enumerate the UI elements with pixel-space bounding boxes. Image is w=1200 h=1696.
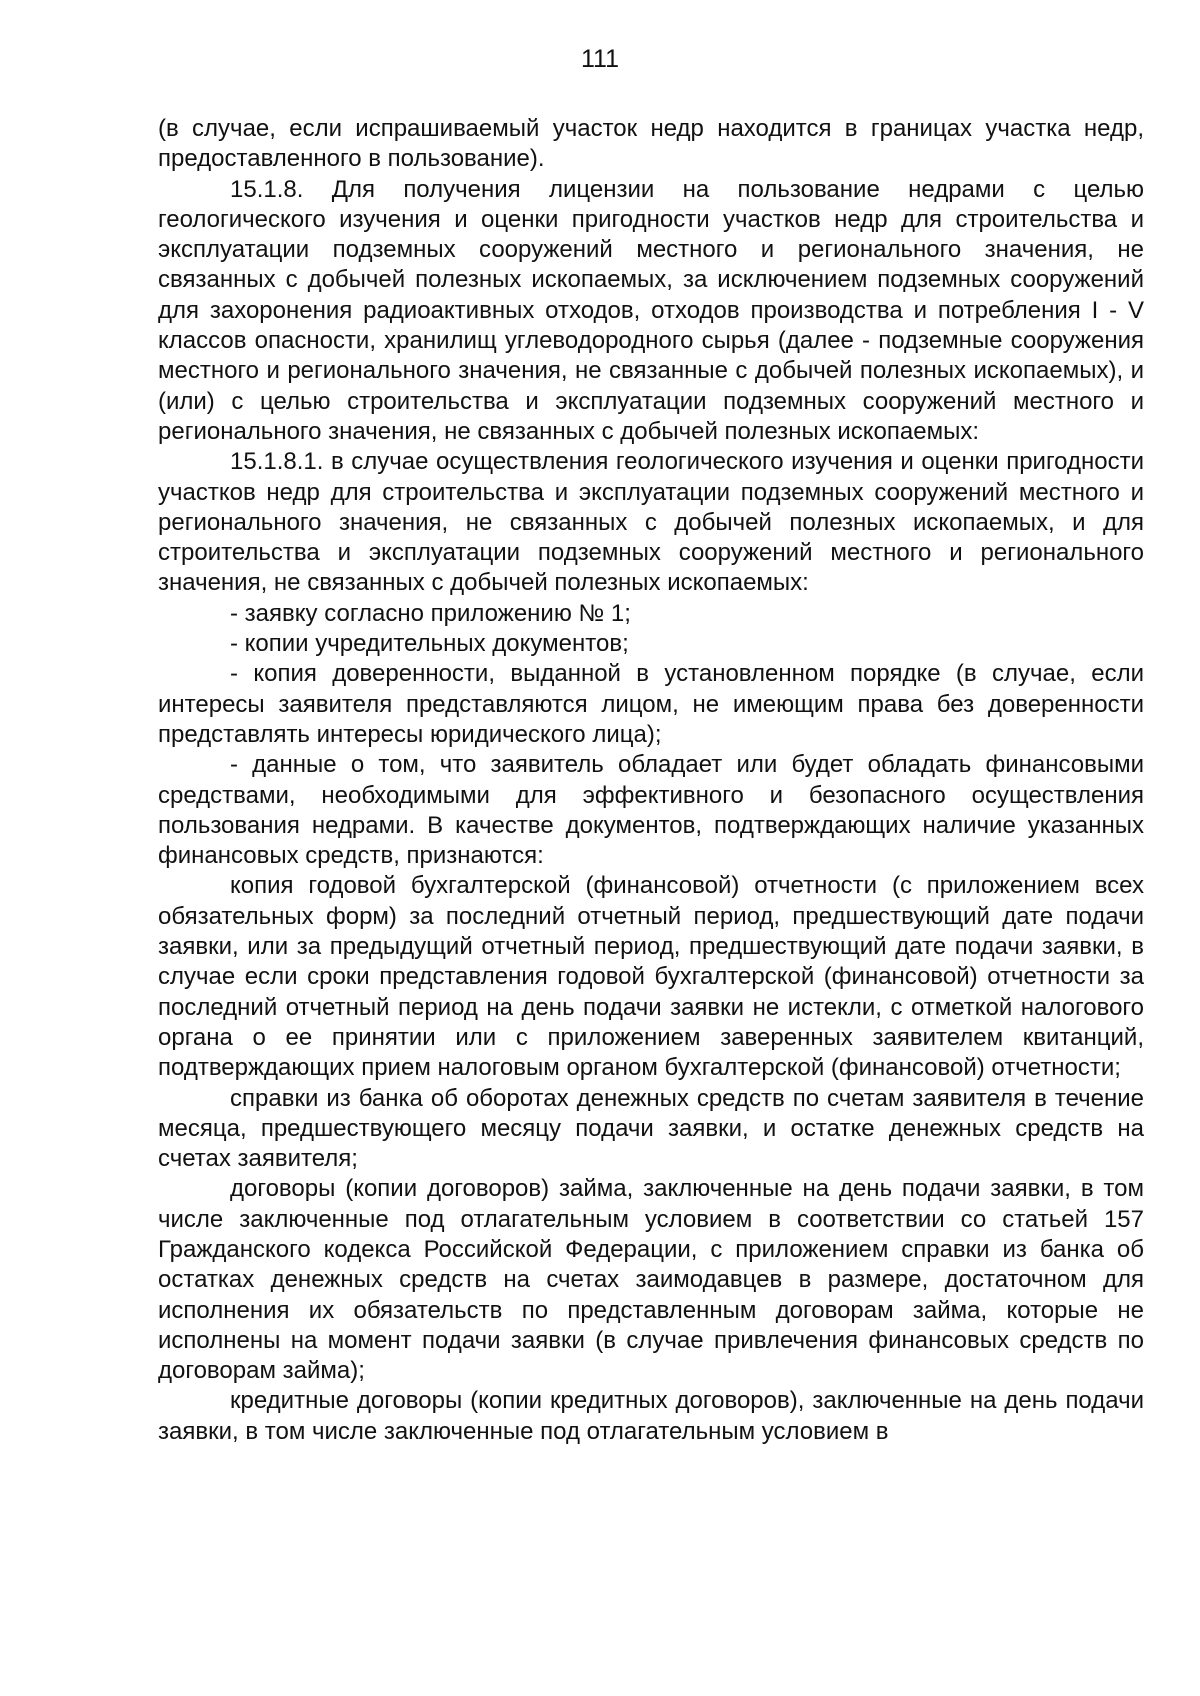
list-item-application: - заявку согласно приложению № 1; <box>230 599 631 627</box>
list-item-financial-means: - данные о том, что заявитель обладает или будет обладать финансовыми средствами, необходимыми для эффективного и безопасного осуществления пользования недрами. В качестве документов, подтверждающих наличие указанных финансовых средств, признаются: <box>158 751 1144 870</box>
paragraph-accounting-statements: копия годовой бухгалтерской (финансовой) отчетности (с приложением всех обязательных форм) за последний отчетный период, предшествующий дате подачи заявки, или за предыдущий отчетный период, предшествующий дате подачи заявки, в случае если сроки представления годовой бухгалтерской (финансовой) отчетности за последний отчетный период на день подачи заявки не истекли, с отметкой налогового органа о ее принятии или с приложением заверенных заявителем квитанций, подтверждающих прием налоговым органом бухгалтерской (финансовой) отчетности; <box>158 872 1144 1082</box>
paragraph-loan-agreements: договоры (копии договоров) займа, заключенные на день подачи заявки, в том числе заключенные под отлагательным условием в соответствии со статьей 157 Гражданского кодекса Российской Федерации, с приложением справки из банка об остатках денежных средств на счетах заимодавцев в размере, достаточном для исполнения их обязательств по представленным договорам займа, которые не исполнены на момент подачи заявки (в случае привлечения финансовых средств по договорам займа); <box>158 1175 1144 1385</box>
paragraph-15-1-8-1: 15.1.8.1. в случае осуществления геологического изучения и оценки пригодности участков недр для строительства и эксплуатации подземных сооружений местного и регионального значения, не связанных с добычей полезных ископаемых, и для строительства и эксплуатации подземных сооружений местного и регионального значения, не связанных с добычей полезных ископаемых: <box>158 448 1144 597</box>
list-item-power-of-attorney: - копия доверенности, выданной в установленном порядке (в случае, если интересы заявителя представляются лицом, не имеющим права без доверенности представлять интересы юридического лица); <box>158 660 1144 748</box>
paragraph-bank-statements: справки из банка об оборотах денежных средств по счетам заявителя в течение месяца, предшествующего месяцу подачи заявки, и остатке денежных средств на счетах заявителя; <box>158 1084 1144 1173</box>
page-number: 111 <box>580 45 619 73</box>
list-item-founding-documents: - копии учредительных документов; <box>230 630 629 658</box>
document-body <box>158 114 1144 1447</box>
paragraph-credit-agreements: кредитные договоры (копии кредитных договоров), заключенные на день подачи заявки, в том числе заключенные под отлагательным условием в <box>158 1387 1144 1445</box>
paragraph-continuation: (в случае, если испрашиваемый участок недр находится в границах участка недр, предоставленного в пользование). <box>158 115 1144 173</box>
paragraph-15-1-8: 15.1.8. Для получения лицензии на пользование недрами с целью геологического изучения и оценки пригодности участков недр для строительства и эксплуатации подземных сооружений местного и регионального значения, не связанных с добычей полезных ископаемых, за исключением подземных сооружений для захоронения радиоактивных отходов, отходов производства и потребления I - V классов опасности, хранилищ углеводородного сырья (далее - подземные сооружения местного и регионального значения, не связанные с добычей полезных ископаемых), и (или) с целью строительства и эксплуатации подземных сооружений местного и регионального значения, не связанных с добычей полезных ископаемых: <box>158 175 1144 445</box>
